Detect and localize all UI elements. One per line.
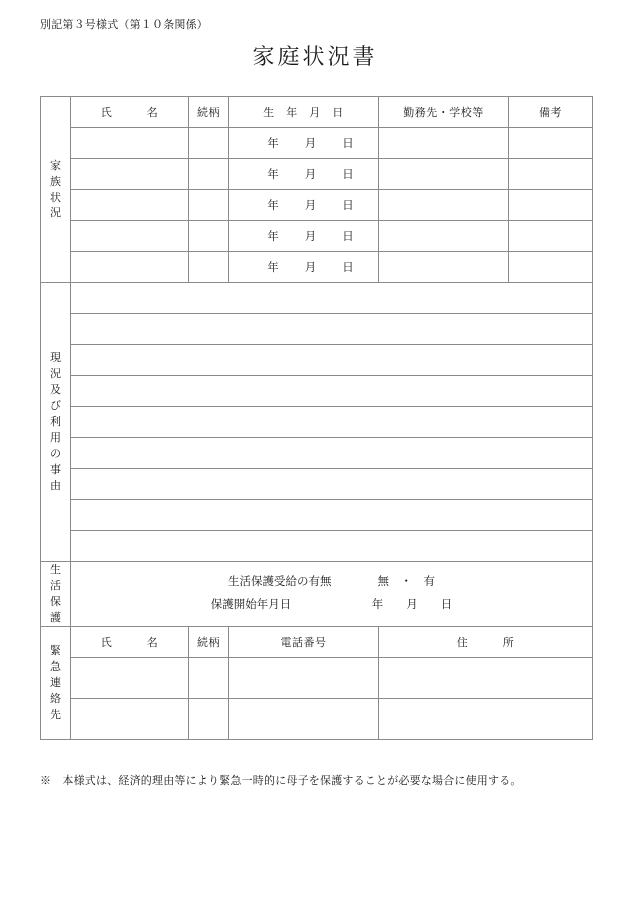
situation-write-line[interactable] [71,376,593,407]
family-note-cell[interactable] [509,252,593,283]
family-status-form-table [40,96,593,740]
vlabel-char: 利 [50,415,61,429]
family-entry-row [41,221,593,252]
family-relation-cell[interactable] [189,159,229,190]
emergency-phone-cell[interactable] [229,698,379,739]
dob-day-label: 日 [342,198,354,212]
family-entry-row [41,128,593,159]
vlabel-char: 護 [50,610,61,624]
situation-write-line[interactable] [71,500,593,531]
vlabel-char: 保 [50,594,61,608]
family-entry-row [41,159,593,190]
family-note-cell[interactable] [509,190,593,221]
situation-write-line[interactable] [71,345,593,376]
vlabel-char: 由 [50,478,61,492]
emergency-relation-cell[interactable] [189,657,229,698]
vlabel-char: 状 [50,190,61,204]
emergency-entry-row [41,657,593,698]
situation-first-row [41,283,593,314]
family-note-cell[interactable] [509,221,593,252]
welfare-start-date-line: 保護開始年月日 年 月 日 [210,596,453,611]
dob-month-label: 月 [304,260,317,274]
dob-month-label: 月 [304,136,317,150]
situation-write-line[interactable] [71,438,593,469]
family-relation-cell[interactable] [189,252,229,283]
dob-day-label: 日 [342,260,354,274]
family-workplace-cell[interactable] [379,252,509,283]
vlabel-char: 活 [50,578,61,592]
vlabel-char: 急 [50,659,61,673]
family-name-cell[interactable] [71,221,189,252]
family-name-cell[interactable] [71,252,189,283]
vlabel-char: 況 [50,206,61,220]
emergency-column-header-relation: 続柄 [189,626,229,657]
dob-month-label: 月 [304,198,317,212]
family-workplace-cell[interactable] [379,190,509,221]
situation-row [41,376,593,407]
family-birthdate-cell[interactable] [229,252,379,283]
emergency-address-cell[interactable] [379,657,593,698]
situation-row [41,531,593,562]
vlabel-char: 況 [50,367,61,381]
situation-row [41,500,593,531]
family-workplace-cell[interactable] [379,128,509,159]
family-birthdate-cell[interactable] [229,159,379,190]
dob-day-label: 日 [342,167,354,181]
family-name-cell[interactable] [71,159,189,190]
form-code-label: 別記第３号様式（第１０条関係） [40,18,208,31]
column-header-workplace: 勤務先・学校等 [379,97,509,128]
situation-row [41,314,593,345]
family-birthdate-cell[interactable] [229,128,379,159]
emergency-column-header-name: 氏 名 [71,626,189,657]
column-header-note: 備考 [509,97,593,128]
emergency-header-row [41,626,593,657]
footnote-text: ※ 本様式は、経済的理由等により緊急一時的に母子を保護することが必要な場合に使用する。 [40,774,522,787]
column-header-birthdate: 生 年 月 日 [229,97,379,128]
vlabel-char: 緊 [50,643,61,657]
situation-row [41,407,593,438]
vlabel-char: 生 [50,563,61,576]
dob-month-label: 月 [304,229,317,243]
dob-year-label: 年 [267,260,279,274]
situation-write-line[interactable] [71,283,593,314]
vlabel-char: 絡 [50,691,61,705]
dob-year-label: 年 [267,136,279,150]
family-note-cell[interactable] [509,159,593,190]
welfare-row [41,562,593,627]
emergency-relation-cell[interactable] [189,698,229,739]
family-name-cell[interactable] [71,190,189,221]
situation-row [41,345,593,376]
vlabel-char: 用 [50,430,61,444]
family-relation-cell[interactable] [189,128,229,159]
vlabel-char: 事 [50,462,61,476]
family-relation-cell[interactable] [189,190,229,221]
emergency-column-header-address: 住 所 [379,626,593,657]
family-entry-row [41,252,593,283]
family-entry-row [41,190,593,221]
family-birthdate-cell[interactable] [229,221,379,252]
dob-year-label: 年 [267,198,279,212]
family-workplace-cell[interactable] [379,221,509,252]
situation-write-line[interactable] [71,407,593,438]
dob-day-label: 日 [342,136,354,150]
situation-row [41,438,593,469]
situation-write-line[interactable] [71,314,593,345]
family-header-row [41,97,593,128]
situation-write-line[interactable] [71,469,593,500]
emergency-column-header-phone: 電話番号 [229,626,379,657]
dob-year-label: 年 [267,229,279,243]
family-note-cell[interactable] [509,128,593,159]
family-birthdate-cell[interactable] [229,190,379,221]
family-relation-cell[interactable] [189,221,229,252]
situation-section-vertical-label [41,283,71,562]
vlabel-char: び [50,399,61,413]
emergency-name-cell[interactable] [71,657,189,698]
dob-day-label: 日 [342,229,354,243]
situation-row [41,469,593,500]
vlabel-char: 連 [50,675,61,689]
dob-year-label: 年 [267,167,279,181]
family-name-cell[interactable] [71,128,189,159]
emergency-name-cell[interactable] [71,698,189,739]
page-title: 家庭状況書 [252,45,378,70]
emergency-phone-cell[interactable] [229,657,379,698]
vlabel-char: の [50,446,61,460]
emergency-address-cell[interactable] [379,698,593,739]
column-header-relation: 続柄 [189,97,229,128]
emergency-section-vertical-label [41,626,71,739]
welfare-content-cell[interactable] [71,562,593,627]
family-workplace-cell[interactable] [379,159,509,190]
situation-write-line[interactable] [71,531,593,562]
vlabel-char: 族 [50,174,61,188]
family-section-vertical-label [41,97,71,283]
dob-month-label: 月 [304,167,317,181]
welfare-section-vertical-label [41,562,71,627]
vlabel-char: 家 [50,158,61,172]
welfare-receipt-line: 生活保護受給の有無 無 ・ 有 [228,573,435,588]
vlabel-char: 先 [50,707,61,721]
vlabel-char: 現 [50,351,61,365]
column-header-name: 氏 名 [71,97,189,128]
emergency-entry-row [41,698,593,739]
vlabel-char: 及 [50,383,61,397]
